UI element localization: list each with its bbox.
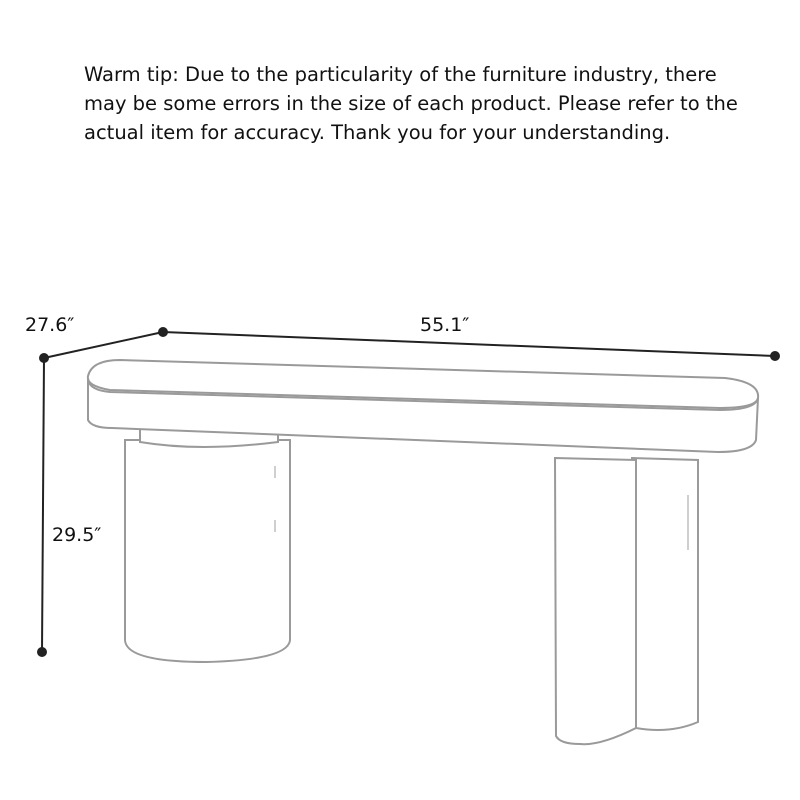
warm-tip-line-1: Warm tip: Due to the particularity of the furniture industry, there (84, 63, 717, 86)
width-label: 55.1″ (420, 314, 470, 336)
dimension-endpoint (40, 354, 48, 362)
right-leg-front (555, 458, 636, 744)
depth-label: 27.6″ (25, 314, 75, 336)
height-label: 29.5″ (52, 524, 102, 546)
left-pedestal (125, 440, 290, 662)
dimension-endpoint (159, 328, 167, 336)
desk-outline (88, 360, 758, 744)
warm-tip-line-3: actual item for accuracy. Thank you for your understanding. (84, 121, 671, 144)
height-dimension-line (42, 358, 44, 652)
warm-tip-line-2: may be some errors in the size of each product. Please refer to the (84, 92, 738, 115)
dimension-endpoint (771, 352, 779, 360)
dimension-endpoint (38, 648, 46, 656)
